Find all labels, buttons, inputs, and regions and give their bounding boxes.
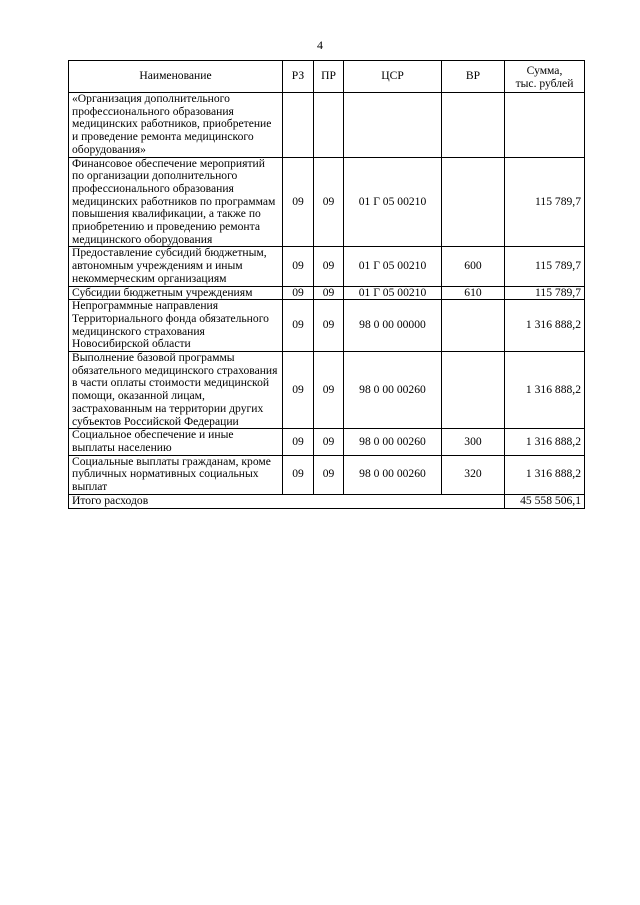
row-pr: 09	[314, 247, 344, 286]
header-amount-line1: Сумма,	[526, 63, 563, 77]
row-csr	[344, 93, 442, 158]
header-vr: ВР	[442, 61, 505, 93]
row-name: Социальные выплаты гражданам, кроме публичных нормативных социальных выплат	[69, 455, 283, 494]
row-name: Предоставление субсидий бюджетным, автономным учреждениям и иным некоммерческим организациям	[69, 247, 283, 286]
row-vr: 610	[442, 286, 505, 300]
header-name: Наименование	[69, 61, 283, 93]
row-vr	[442, 352, 505, 429]
row-name: «Организация дополнительного профессионального образования медицинских работников, приобретение и проведение ремонта медицинского оборудования»	[69, 93, 283, 158]
total-amount: 45 558 506,1	[505, 494, 585, 508]
row-amount	[505, 93, 585, 158]
row-amount: 1 316 888,2	[505, 429, 585, 455]
table-row	[69, 157, 585, 247]
row-csr: 01 Г 05 00210	[344, 247, 442, 286]
header-amount	[505, 61, 585, 93]
row-name: Финансовое обеспечение мероприятий по организации дополнительного профессионального образования медицинских работников по программам повышения квалификации, а также по приобретению и проведению ремонта медицинского оборудования	[69, 157, 283, 247]
row-pr: 09	[314, 429, 344, 455]
table-row	[69, 455, 585, 494]
row-rz: 09	[283, 352, 314, 429]
total-row	[69, 494, 585, 508]
table-row	[69, 286, 585, 300]
row-amount: 115 789,7	[505, 286, 585, 300]
row-csr: 98 0 00 00260	[344, 352, 442, 429]
row-vr: 320	[442, 455, 505, 494]
row-amount: 1 316 888,2	[505, 300, 585, 352]
row-rz: 09	[283, 286, 314, 300]
row-csr: 01 Г 05 00210	[344, 157, 442, 247]
row-csr: 98 0 00 00260	[344, 455, 442, 494]
table-row	[69, 352, 585, 429]
row-name: Выполнение базовой программы обязательного медицинского страхования в части оплаты стоимости медицинской помощи, оказанной лицам, застрахованным на территории других субъектов Российской Федерации	[69, 352, 283, 429]
row-amount: 115 789,7	[505, 247, 585, 286]
row-pr: 09	[314, 300, 344, 352]
row-amount: 1 316 888,2	[505, 352, 585, 429]
row-pr: 09	[314, 286, 344, 300]
row-pr	[314, 93, 344, 158]
total-label: Итого расходов	[69, 494, 505, 508]
row-vr: 300	[442, 429, 505, 455]
row-pr: 09	[314, 455, 344, 494]
row-rz: 09	[283, 300, 314, 352]
header-csr: ЦСР	[344, 61, 442, 93]
row-name: Социальное обеспечение и иные выплаты населению	[69, 429, 283, 455]
table-row	[69, 93, 585, 158]
header-rz: РЗ	[283, 61, 314, 93]
row-rz: 09	[283, 247, 314, 286]
row-rz: 09	[283, 455, 314, 494]
row-rz	[283, 93, 314, 158]
row-name: Непрограммные направления Территориального фонда обязательного медицинского страхования Новосибирской области	[69, 300, 283, 352]
row-vr	[442, 300, 505, 352]
row-pr: 09	[314, 352, 344, 429]
header-amount-line2: тыс. рублей	[515, 76, 574, 90]
row-csr: 98 0 00 00000	[344, 300, 442, 352]
row-name: Субсидии бюджетным учреждениям	[69, 286, 283, 300]
row-vr	[442, 93, 505, 158]
row-rz: 09	[283, 157, 314, 247]
row-vr	[442, 157, 505, 247]
page-number: 4	[317, 38, 323, 52]
row-vr: 600	[442, 247, 505, 286]
row-csr: 01 Г 05 00210	[344, 286, 442, 300]
table-row	[69, 300, 585, 352]
row-pr: 09	[314, 157, 344, 247]
table-row	[69, 429, 585, 455]
row-rz: 09	[283, 429, 314, 455]
table-row	[69, 247, 585, 286]
row-amount: 1 316 888,2	[505, 455, 585, 494]
header-pr: ПР	[314, 61, 344, 93]
row-csr: 98 0 00 00260	[344, 429, 442, 455]
row-amount: 115 789,7	[505, 157, 585, 247]
table-header-row	[69, 61, 585, 93]
budget-table	[68, 60, 585, 509]
